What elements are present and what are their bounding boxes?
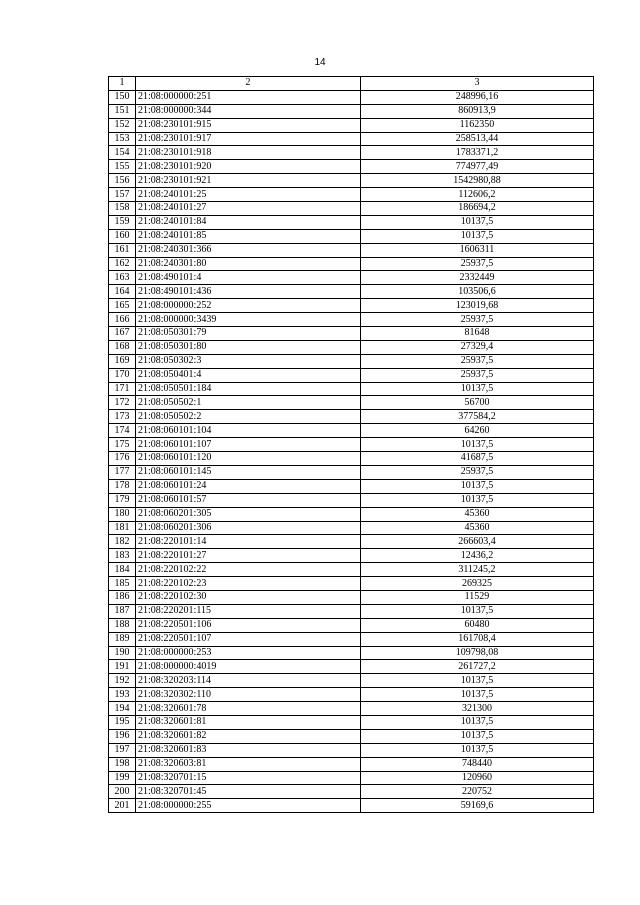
table-row xyxy=(109,382,594,396)
table-row xyxy=(109,340,594,354)
row-number-cell: 170 xyxy=(109,368,136,382)
value-cell: 377584,2 xyxy=(361,410,594,424)
row-number-cell: 173 xyxy=(109,410,136,424)
table-row xyxy=(109,285,594,299)
row-number-cell: 163 xyxy=(109,271,136,285)
table-row xyxy=(109,729,594,743)
cadastral-number-cell: 21:08:320601:83 xyxy=(136,743,361,757)
table-row xyxy=(109,104,594,118)
value-cell: 186694,2 xyxy=(361,202,594,216)
table-row xyxy=(109,535,594,549)
row-number-cell: 192 xyxy=(109,674,136,688)
cadastral-number-cell: 21:08:000000:4019 xyxy=(136,660,361,674)
value-cell: 45360 xyxy=(361,521,594,535)
row-number-cell: 179 xyxy=(109,493,136,507)
cadastral-number-cell: 21:08:230101:917 xyxy=(136,132,361,146)
row-number-cell: 182 xyxy=(109,535,136,549)
row-number-cell: 183 xyxy=(109,549,136,563)
row-number-cell: 187 xyxy=(109,604,136,618)
cadastral-number-cell: 21:08:000000:255 xyxy=(136,799,361,813)
row-number-cell: 201 xyxy=(109,799,136,813)
row-number-cell: 174 xyxy=(109,424,136,438)
table-row xyxy=(109,313,594,327)
row-number-cell: 158 xyxy=(109,202,136,216)
cadastral-number-cell: 21:08:490101:436 xyxy=(136,285,361,299)
row-number-cell: 166 xyxy=(109,313,136,327)
row-number-cell: 176 xyxy=(109,452,136,466)
value-cell: 860913,9 xyxy=(361,104,594,118)
table-row xyxy=(109,688,594,702)
cadastral-number-cell: 21:08:060101:24 xyxy=(136,479,361,493)
cadastral-number-cell: 21:08:000000:252 xyxy=(136,299,361,313)
cadastral-number-cell: 21:08:050401:4 xyxy=(136,368,361,382)
value-cell: 64260 xyxy=(361,424,594,438)
value-cell: 220752 xyxy=(361,785,594,799)
value-cell: 25937,5 xyxy=(361,257,594,271)
cadastral-number-cell: 21:08:220102:22 xyxy=(136,563,361,577)
column-header-number: 1 xyxy=(109,77,136,91)
row-number-cell: 191 xyxy=(109,660,136,674)
row-number-cell: 167 xyxy=(109,327,136,341)
value-cell: 59169,6 xyxy=(361,799,594,813)
table-row xyxy=(109,215,594,229)
row-number-cell: 184 xyxy=(109,563,136,577)
cadastral-number-cell: 21:08:050301:80 xyxy=(136,340,361,354)
value-cell: 10137,5 xyxy=(361,715,594,729)
value-cell: 25937,5 xyxy=(361,368,594,382)
row-number-cell: 180 xyxy=(109,507,136,521)
value-cell: 10137,5 xyxy=(361,215,594,229)
table-row xyxy=(109,229,594,243)
row-number-cell: 200 xyxy=(109,785,136,799)
value-cell: 1542980,88 xyxy=(361,174,594,188)
cadastral-number-cell: 21:08:060101:107 xyxy=(136,438,361,452)
table-row xyxy=(109,715,594,729)
row-number-cell: 165 xyxy=(109,299,136,313)
value-cell: 748440 xyxy=(361,757,594,771)
table-row xyxy=(109,354,594,368)
cadastral-number-cell: 21:08:220201:115 xyxy=(136,604,361,618)
table-row xyxy=(109,604,594,618)
cadastral-number-cell: 21:08:240101:85 xyxy=(136,229,361,243)
row-number-cell: 169 xyxy=(109,354,136,368)
value-cell: 1162350 xyxy=(361,118,594,132)
value-cell: 25937,5 xyxy=(361,313,594,327)
table-row xyxy=(109,590,594,604)
row-number-cell: 168 xyxy=(109,340,136,354)
value-cell: 266603,4 xyxy=(361,535,594,549)
table-row xyxy=(109,521,594,535)
value-cell: 774977,49 xyxy=(361,160,594,174)
value-cell: 109798,08 xyxy=(361,646,594,660)
cadastral-number-cell: 21:08:230101:921 xyxy=(136,174,361,188)
row-number-cell: 155 xyxy=(109,160,136,174)
value-cell: 261727,2 xyxy=(361,660,594,674)
table-row xyxy=(109,771,594,785)
row-number-cell: 193 xyxy=(109,688,136,702)
cadastral-number-cell: 21:08:060201:306 xyxy=(136,521,361,535)
table-row xyxy=(109,146,594,160)
value-cell: 10137,5 xyxy=(361,229,594,243)
row-number-cell: 199 xyxy=(109,771,136,785)
table-row xyxy=(109,299,594,313)
table-row xyxy=(109,452,594,466)
cadastral-number-cell: 21:08:060101:57 xyxy=(136,493,361,507)
table-row xyxy=(109,493,594,507)
cadastral-number-cell: 21:08:240301:80 xyxy=(136,257,361,271)
cadastral-number-cell: 21:08:050502:2 xyxy=(136,410,361,424)
value-cell: 81648 xyxy=(361,327,594,341)
cadastral-number-cell: 21:08:220101:14 xyxy=(136,535,361,549)
row-number-cell: 154 xyxy=(109,146,136,160)
table-row xyxy=(109,465,594,479)
table-row xyxy=(109,632,594,646)
table-row xyxy=(109,410,594,424)
table-row xyxy=(109,257,594,271)
value-cell: 1606311 xyxy=(361,243,594,257)
table-row xyxy=(109,785,594,799)
value-cell: 56700 xyxy=(361,396,594,410)
row-number-cell: 172 xyxy=(109,396,136,410)
row-number-cell: 164 xyxy=(109,285,136,299)
value-cell: 10137,5 xyxy=(361,479,594,493)
table-row xyxy=(109,243,594,257)
cadastral-number-cell: 21:08:220501:107 xyxy=(136,632,361,646)
row-number-cell: 175 xyxy=(109,438,136,452)
cadastral-number-cell: 21:08:230101:920 xyxy=(136,160,361,174)
data-table xyxy=(108,76,594,813)
table-row xyxy=(109,507,594,521)
cadastral-number-cell: 21:08:320603:81 xyxy=(136,757,361,771)
value-cell: 123019,68 xyxy=(361,299,594,313)
column-header-cadastral-number: 2 xyxy=(136,77,361,91)
cadastral-number-cell: 21:08:240101:25 xyxy=(136,188,361,202)
row-number-cell: 171 xyxy=(109,382,136,396)
table-row xyxy=(109,118,594,132)
column-header-value: 3 xyxy=(361,77,594,91)
value-cell: 10137,5 xyxy=(361,743,594,757)
cadastral-number-cell: 21:08:000000:253 xyxy=(136,646,361,660)
value-cell: 11529 xyxy=(361,590,594,604)
value-cell: 248996,16 xyxy=(361,90,594,104)
row-number-cell: 178 xyxy=(109,479,136,493)
cadastral-number-cell: 21:08:060101:120 xyxy=(136,452,361,466)
value-cell: 10137,5 xyxy=(361,382,594,396)
table-row xyxy=(109,327,594,341)
table-row xyxy=(109,660,594,674)
table-row xyxy=(109,368,594,382)
cadastral-number-cell: 21:08:050501:184 xyxy=(136,382,361,396)
cadastral-number-cell: 21:08:240101:84 xyxy=(136,215,361,229)
table-row xyxy=(109,424,594,438)
value-cell: 12436,2 xyxy=(361,549,594,563)
cadastral-number-cell: 21:08:320203:114 xyxy=(136,674,361,688)
row-number-cell: 195 xyxy=(109,715,136,729)
cadastral-number-cell: 21:08:320701:15 xyxy=(136,771,361,785)
cadastral-number-cell: 21:08:220102:23 xyxy=(136,577,361,591)
cadastral-number-cell: 21:08:320601:78 xyxy=(136,702,361,716)
cadastral-number-cell: 21:08:000000:251 xyxy=(136,90,361,104)
table-row xyxy=(109,702,594,716)
cadastral-number-cell: 21:08:220501:106 xyxy=(136,618,361,632)
cadastral-number-cell: 21:08:000000:344 xyxy=(136,104,361,118)
value-cell: 161708,4 xyxy=(361,632,594,646)
row-number-cell: 177 xyxy=(109,465,136,479)
row-number-cell: 157 xyxy=(109,188,136,202)
row-number-cell: 190 xyxy=(109,646,136,660)
table-row xyxy=(109,563,594,577)
cadastral-number-cell: 21:08:000000:3439 xyxy=(136,313,361,327)
cadastral-number-cell: 21:08:240101:27 xyxy=(136,202,361,216)
row-number-cell: 189 xyxy=(109,632,136,646)
value-cell: 10137,5 xyxy=(361,688,594,702)
table-row xyxy=(109,132,594,146)
table-row xyxy=(109,438,594,452)
value-cell: 321300 xyxy=(361,702,594,716)
table-row xyxy=(109,271,594,285)
table-row xyxy=(109,646,594,660)
value-cell: 10137,5 xyxy=(361,729,594,743)
table-row xyxy=(109,174,594,188)
row-number-cell: 188 xyxy=(109,618,136,632)
table-row xyxy=(109,674,594,688)
value-cell: 103506,6 xyxy=(361,285,594,299)
cadastral-number-cell: 21:08:050301:79 xyxy=(136,327,361,341)
table-row xyxy=(109,479,594,493)
page-number: 14 xyxy=(314,57,326,68)
table-row xyxy=(109,160,594,174)
row-number-cell: 186 xyxy=(109,590,136,604)
value-cell: 10137,5 xyxy=(361,604,594,618)
table-row xyxy=(109,577,594,591)
value-cell: 258513,44 xyxy=(361,132,594,146)
cadastral-number-cell: 21:08:060201:305 xyxy=(136,507,361,521)
cadastral-number-cell: 21:08:320701:45 xyxy=(136,785,361,799)
value-cell: 2332449 xyxy=(361,271,594,285)
table-row xyxy=(109,618,594,632)
cadastral-number-cell: 21:08:220102:30 xyxy=(136,590,361,604)
cadastral-number-cell: 21:08:240301:366 xyxy=(136,243,361,257)
value-cell: 27329,4 xyxy=(361,340,594,354)
value-cell: 10137,5 xyxy=(361,493,594,507)
row-number-cell: 159 xyxy=(109,215,136,229)
value-cell: 41687,5 xyxy=(361,452,594,466)
table-body xyxy=(109,77,594,813)
row-number-cell: 161 xyxy=(109,243,136,257)
row-number-cell: 150 xyxy=(109,90,136,104)
value-cell: 45360 xyxy=(361,507,594,521)
row-number-cell: 196 xyxy=(109,729,136,743)
row-number-cell: 152 xyxy=(109,118,136,132)
cadastral-number-cell: 21:08:050502:1 xyxy=(136,396,361,410)
table-row xyxy=(109,549,594,563)
value-cell: 25937,5 xyxy=(361,465,594,479)
value-cell: 60480 xyxy=(361,618,594,632)
table-row xyxy=(109,757,594,771)
cadastral-number-cell: 21:08:230101:915 xyxy=(136,118,361,132)
table-row xyxy=(109,90,594,104)
cadastral-number-cell: 21:08:320601:82 xyxy=(136,729,361,743)
row-number-cell: 162 xyxy=(109,257,136,271)
value-cell: 1783371,2 xyxy=(361,146,594,160)
table-row xyxy=(109,396,594,410)
value-cell: 112606,2 xyxy=(361,188,594,202)
row-number-cell: 151 xyxy=(109,104,136,118)
value-cell: 269325 xyxy=(361,577,594,591)
row-number-cell: 156 xyxy=(109,174,136,188)
cadastral-number-cell: 21:08:230101:918 xyxy=(136,146,361,160)
value-cell: 25937,5 xyxy=(361,354,594,368)
table-row xyxy=(109,188,594,202)
cadastral-number-cell: 21:08:060101:145 xyxy=(136,465,361,479)
row-number-cell: 194 xyxy=(109,702,136,716)
cadastral-number-cell: 21:08:320302:110 xyxy=(136,688,361,702)
table-row xyxy=(109,799,594,813)
value-cell: 120960 xyxy=(361,771,594,785)
row-number-cell: 160 xyxy=(109,229,136,243)
cadastral-number-cell: 21:08:320601:81 xyxy=(136,715,361,729)
value-cell: 311245,2 xyxy=(361,563,594,577)
value-cell: 10137,5 xyxy=(361,674,594,688)
cadastral-number-cell: 21:08:220101:27 xyxy=(136,549,361,563)
row-number-cell: 198 xyxy=(109,757,136,771)
table-header-row xyxy=(109,77,594,91)
cadastral-number-cell: 21:08:050302:3 xyxy=(136,354,361,368)
table-row xyxy=(109,202,594,216)
row-number-cell: 181 xyxy=(109,521,136,535)
cadastral-number-cell: 21:08:060101:104 xyxy=(136,424,361,438)
cadastral-number-cell: 21:08:490101:4 xyxy=(136,271,361,285)
row-number-cell: 197 xyxy=(109,743,136,757)
table-row xyxy=(109,743,594,757)
value-cell: 10137,5 xyxy=(361,438,594,452)
row-number-cell: 185 xyxy=(109,577,136,591)
row-number-cell: 153 xyxy=(109,132,136,146)
